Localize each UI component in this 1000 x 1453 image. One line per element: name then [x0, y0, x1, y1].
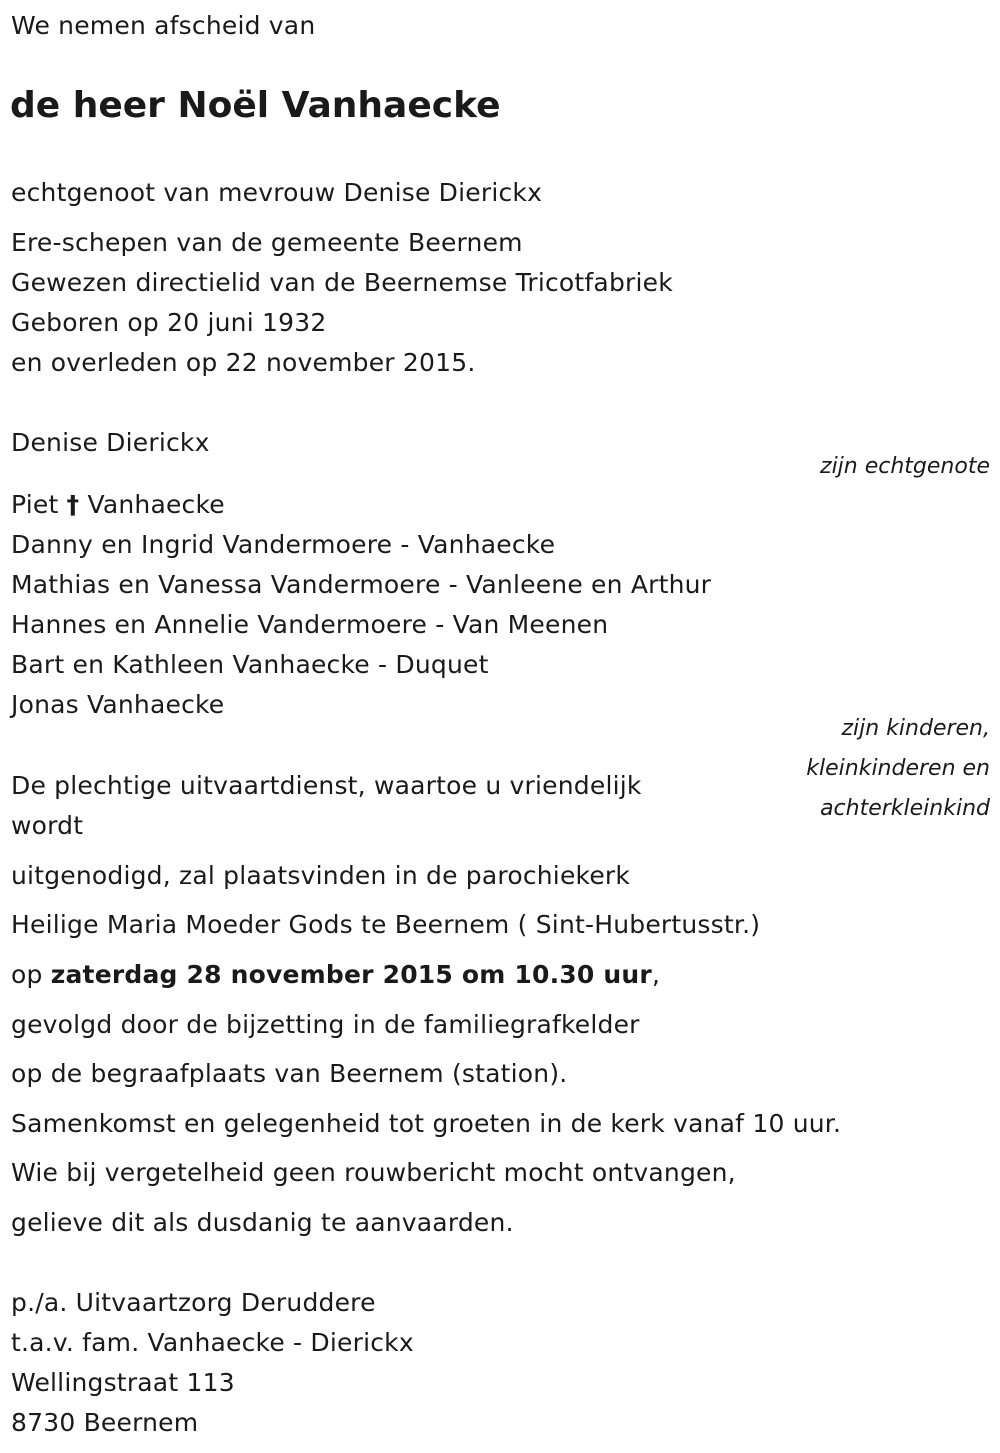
- family-member: Danny en Ingrid Vandermoere - Vanhaecke: [11, 530, 556, 559]
- service-line: gelieve dit als dusdanig te aanvaarden.: [11, 1208, 514, 1237]
- children-role: kleinkinderen en: [806, 756, 990, 781]
- cross-icon: †: [66, 490, 80, 519]
- children-role: achterkleinkind: [820, 796, 990, 821]
- contact-line: p./a. Uitvaartzorg Deruddere: [11, 1288, 376, 1317]
- piet-last-name: Vanhaecke: [87, 490, 225, 519]
- family-member: Hannes en Annelie Vandermoere - Van Meenen: [11, 610, 609, 639]
- bio-line: Gewezen directielid van de Beernemse Tricotfabriek: [11, 268, 673, 297]
- contact-line: 8730 Beernem: [11, 1408, 199, 1437]
- family-member: Jonas Vanhaecke: [11, 690, 225, 719]
- intro-text: We nemen afscheid van: [11, 11, 316, 40]
- family-member: Bart en Kathleen Vanhaecke - Duquet: [11, 650, 489, 679]
- family-member-piet: [11, 490, 225, 520]
- service-line: wordt: [11, 811, 84, 840]
- service-line: uitgenodigd, zal plaatsvinden in de parochiekerk: [11, 861, 631, 890]
- service-line: Wie bij vergetelheid geen rouwbericht mocht ontvangen,: [11, 1158, 736, 1187]
- service-line: Samenkomst en gelegenheid tot groeten in de kerk vanaf 10 uur.: [11, 1109, 842, 1138]
- contact-line: Wellingstraat 113: [11, 1368, 235, 1397]
- bio-line: en overleden op 22 november 2015.: [11, 348, 476, 377]
- service-date-line: [11, 960, 660, 990]
- family-member: Mathias en Vanessa Vandermoere - Vanleene en Arthur: [11, 570, 712, 599]
- bio-line: Geboren op 20 juni 1932: [11, 308, 327, 337]
- date-prefix: op: [11, 960, 43, 989]
- date-suffix: ,: [651, 960, 661, 989]
- service-line: gevolgd door de bijzetting in de familiegrafkelder: [11, 1010, 640, 1039]
- children-role: zijn kinderen,: [841, 716, 990, 741]
- spouse-line: echtgenoot van mevrouw Denise Dierickx: [11, 178, 543, 207]
- bio-line: Ere-schepen van de gemeente Beernem: [11, 228, 523, 257]
- spouse-role: zijn echtgenote: [820, 454, 990, 479]
- service-line: Heilige Maria Moeder Gods te Beernem ( Sint-Hubertusstr.): [11, 910, 761, 939]
- service-line: De plechtige uitvaartdienst, waartoe u vriendelijk: [11, 771, 642, 800]
- contact-line: t.a.v. fam. Vanhaecke - Dierickx: [11, 1328, 414, 1357]
- service-line: op de begraafplaats van Beernem (station).: [11, 1059, 568, 1088]
- deceased-name: de heer Noël Vanhaecke: [10, 85, 501, 126]
- service-date: zaterdag 28 november 2015 om 10.30 uur: [50, 960, 652, 989]
- piet-first-name: Piet: [11, 490, 59, 519]
- family-spouse: Denise Dierickx: [11, 428, 210, 457]
